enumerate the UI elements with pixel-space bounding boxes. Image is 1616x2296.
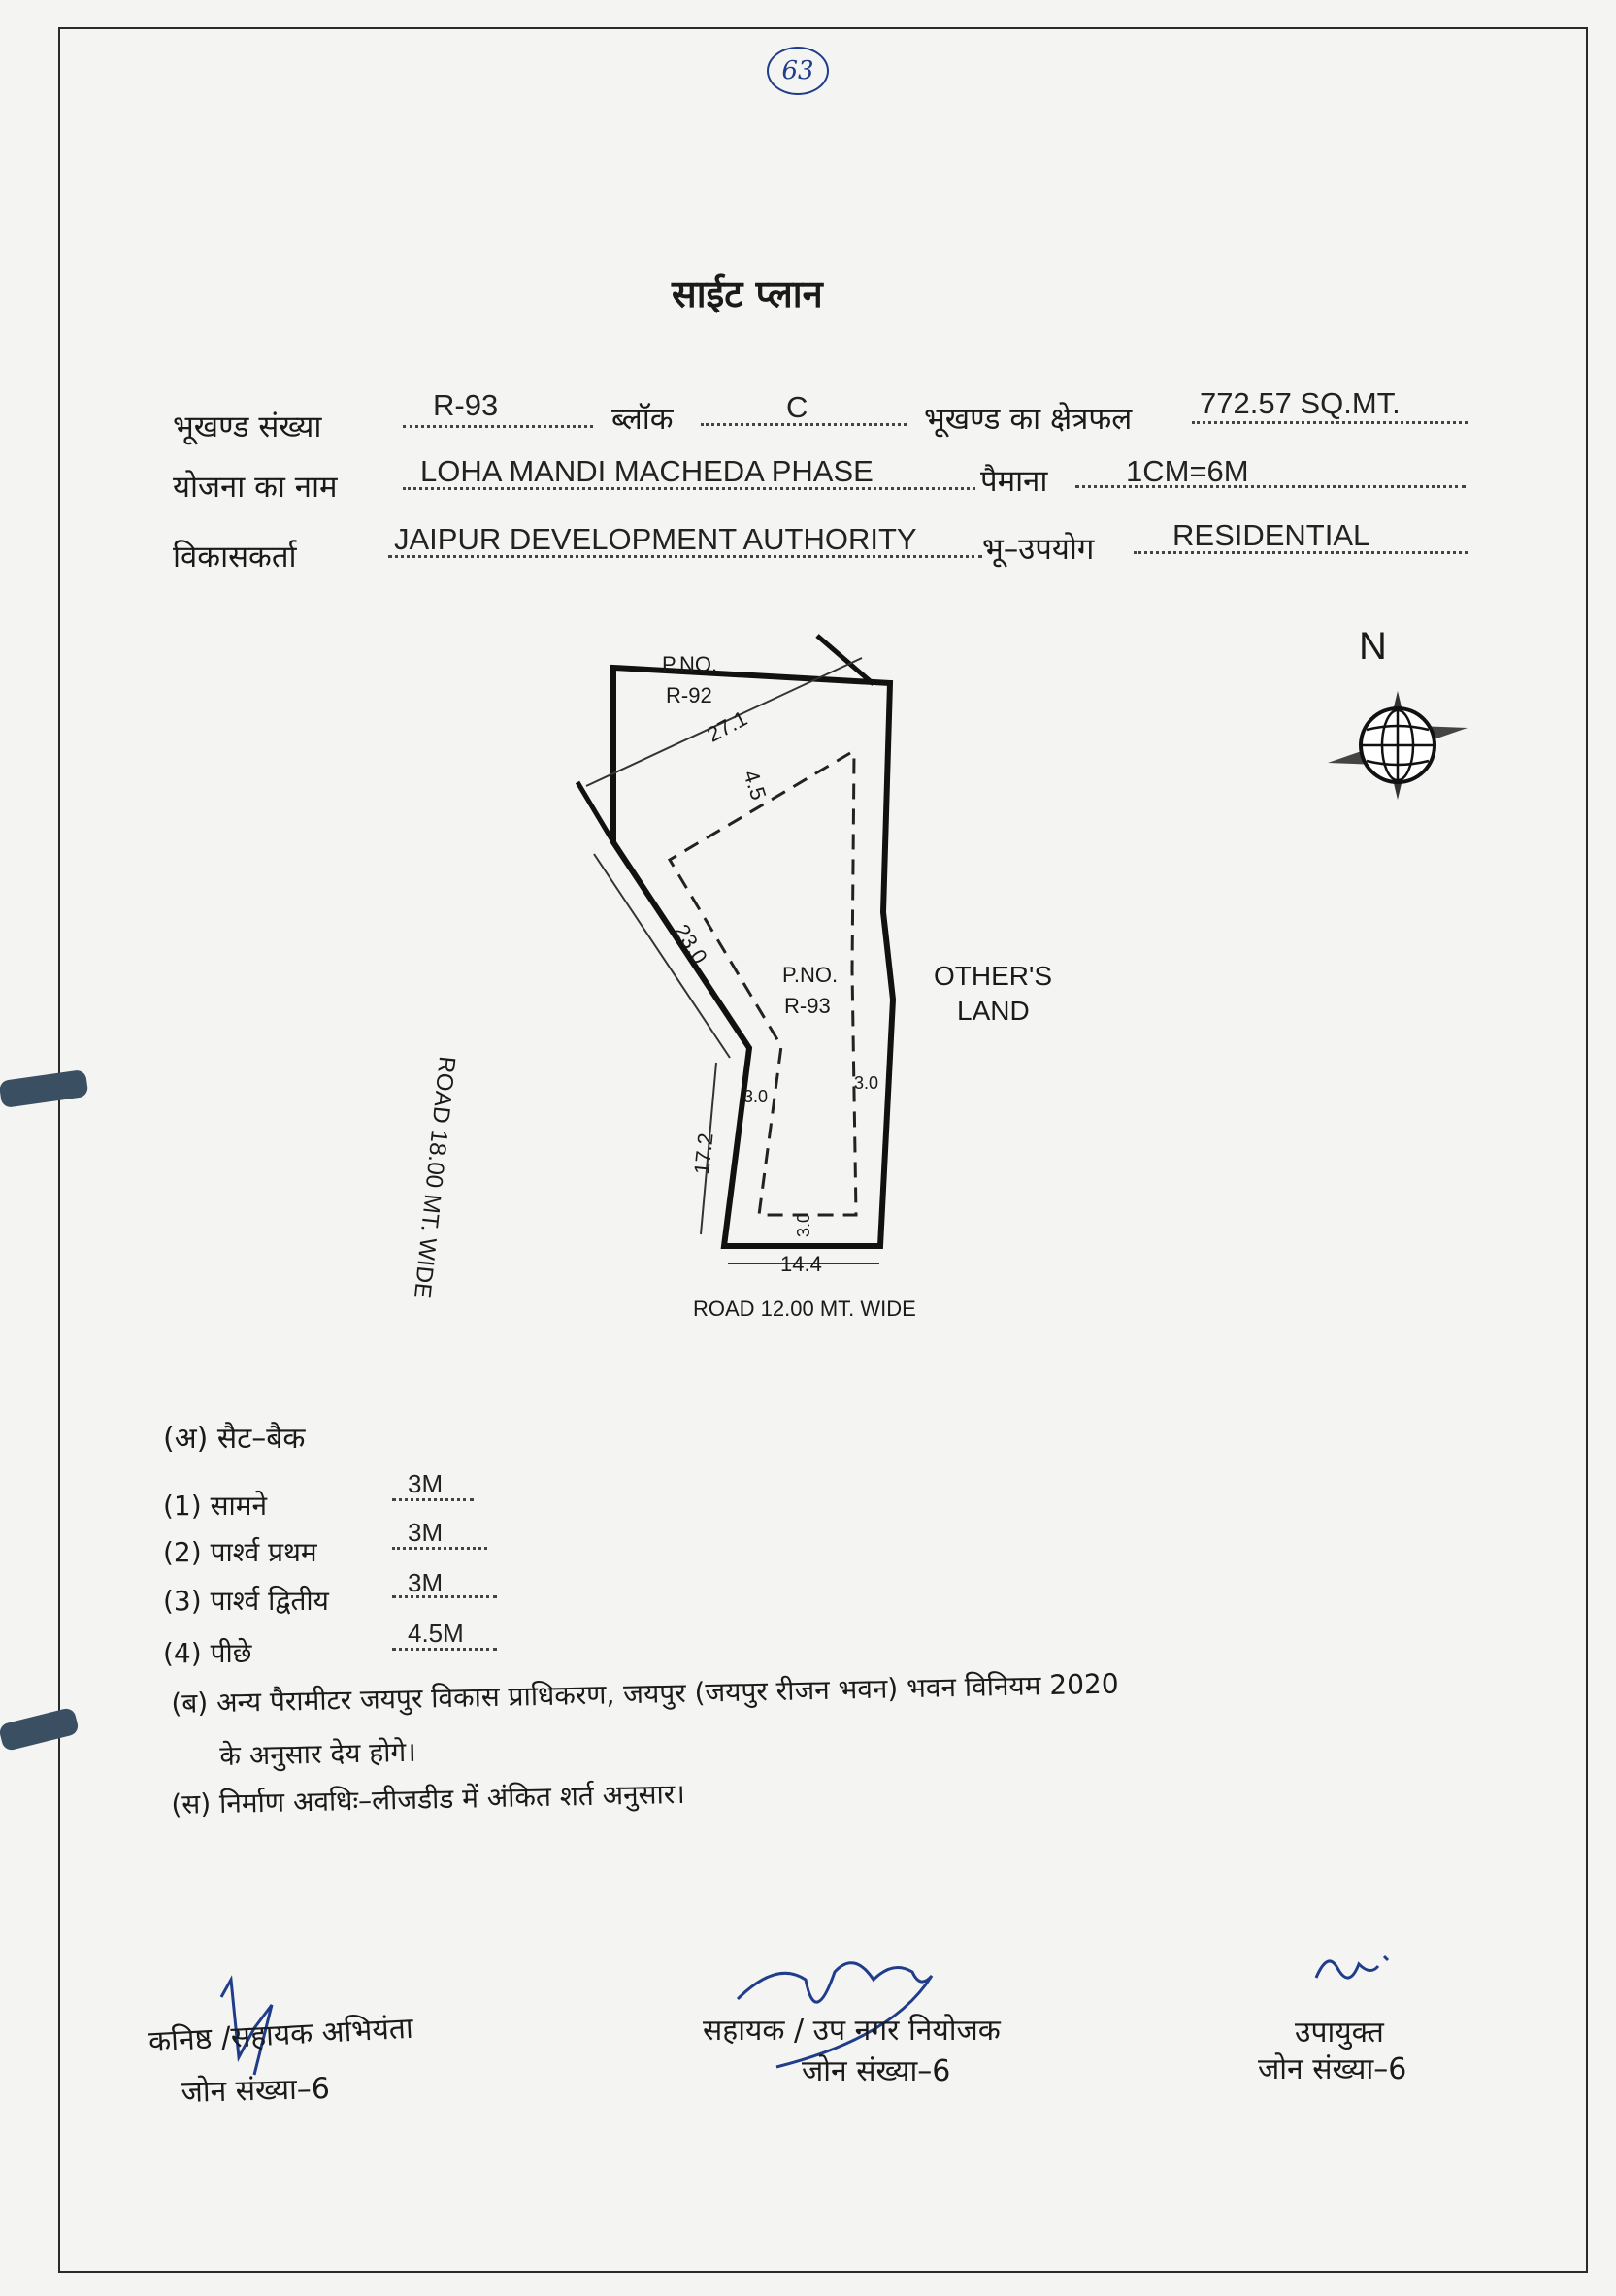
developer-value: JAIPUR DEVELOPMENT AUTHORITY <box>394 522 917 556</box>
setback-item-side1-label: (2) पार्श्व प्रथम <box>163 1536 317 1568</box>
dim-top: 27.1 <box>703 705 751 747</box>
note-c-line: (स) निर्माण अवधिः–लीजडीड में अंकित शर्त अनुसार। <box>171 1777 686 1820</box>
setback-front-dim: 3.0 <box>794 1212 814 1238</box>
neighbour-plot-label-line1: P.NO. <box>662 652 718 676</box>
setback-rear-underline <box>392 1648 497 1651</box>
signature-middle-zone: जोन संख्या–6 <box>802 2054 951 2088</box>
setback-heading: (अ) सैट–बैक <box>163 1422 306 1456</box>
landuse-label: भू–उपयोग <box>982 532 1095 567</box>
setback-rear-dim: 4.5 <box>739 767 772 804</box>
road-side-label: ROAD 18.00 MT. WIDE <box>408 1055 460 1300</box>
signature-right-zone: जोन संख्या–6 <box>1258 2052 1407 2086</box>
setback-item-front-value: 3M <box>408 1469 444 1498</box>
setback-item-front-label: (1) सामने <box>163 1490 268 1522</box>
page-title: साईट प्लान <box>672 273 823 315</box>
setback-left-dim: 3.0 <box>743 1087 769 1106</box>
plot-label-line2: R-93 <box>784 994 831 1018</box>
signature-right <box>1316 1956 1388 1978</box>
signature-middle-title: सहायक / उप नगर नियोजक <box>703 2014 1001 2048</box>
dim-left-lower: 17.2 <box>689 1132 718 1176</box>
dim-left-upper: 23.0 <box>669 919 712 968</box>
note-b-line2: के अनुसार देय होगे। <box>219 1735 417 1772</box>
setback-item-side1-value: 3M <box>408 1518 444 1547</box>
road-bottom-label: ROAD 12.00 MT. WIDE <box>693 1296 916 1321</box>
scale-label: पैमाना <box>980 464 1048 499</box>
signature-left-zone: जोन संख्या–6 <box>181 2071 331 2110</box>
north-compass <box>1328 691 1468 800</box>
setback-side1-underline <box>392 1547 487 1550</box>
plot-no-label: भूखण्ड संख्या <box>173 410 322 444</box>
area-label: भूखण्ड का क्षेत्रफल <box>924 402 1133 437</box>
scheme-value: LOHA MANDI MACHEDA PHASE <box>420 454 874 488</box>
developer-label: विकासकर्ता <box>173 540 297 574</box>
setback-item-side2-value: 3M <box>408 1568 444 1597</box>
setback-item-side2-label: (3) पार्श्व द्वितीय <box>163 1585 329 1617</box>
signature-left-title: कनिष्ठ /सहायक अभियंता <box>148 2011 414 2059</box>
landuse-value: RESIDENTIAL <box>1172 518 1370 552</box>
setback-right-dim: 3.0 <box>854 1073 879 1093</box>
area-value: 772.57 SQ.MT. <box>1200 386 1401 420</box>
plot-no-value: R-93 <box>433 388 499 422</box>
others-land-line2: LAND <box>957 996 1030 1026</box>
setback-side2-underline <box>392 1595 497 1598</box>
dim-bottom: 14.4 <box>780 1252 822 1276</box>
neighbour-plot-label-line2: R-92 <box>666 683 712 707</box>
setback-item-rear-label: (4) पीछे <box>163 1637 252 1669</box>
north-label: N <box>1359 625 1387 668</box>
others-land-line1: OTHER'S <box>934 961 1053 991</box>
setback-item-rear-value: 4.5M <box>408 1619 464 1648</box>
setback-front-underline <box>392 1498 474 1501</box>
block-value: C <box>786 390 808 424</box>
note-b-line1: (ब) अन्य पैरामीटर जयपुर विकास प्राधिकरण, जयपुर (जयपुर रीजन भवन) भवन विनियम 2020 <box>171 1667 1119 1720</box>
page-number: 63 <box>767 47 829 95</box>
block-label: ब्लॉक <box>611 402 674 437</box>
scheme-label: योजना का नाम <box>173 470 338 505</box>
signature-right-title: उपायुक्त <box>1295 2016 1384 2050</box>
plot-label-line1: P.NO. <box>782 963 839 987</box>
scale-value: 1CM=6M <box>1126 454 1249 488</box>
neighbour-boundary-line <box>577 782 613 842</box>
